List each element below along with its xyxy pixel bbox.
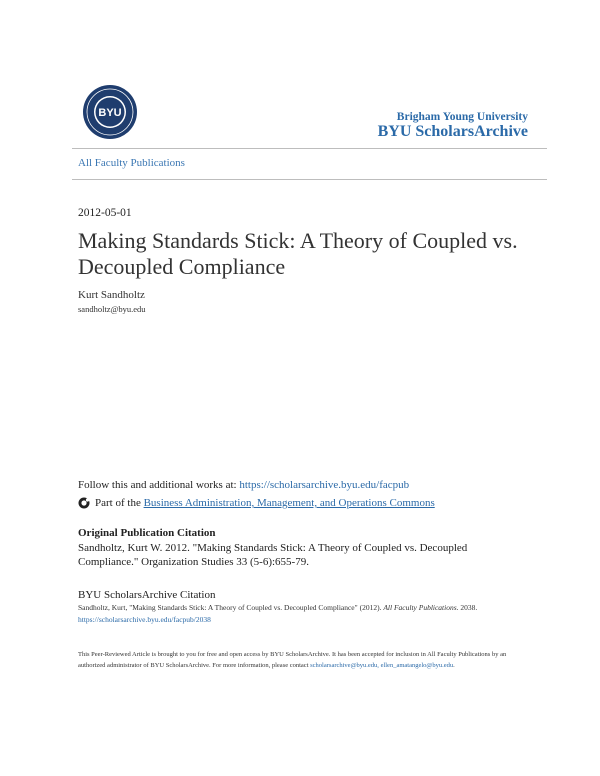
- byu-seal-logo: [82, 84, 138, 140]
- collection-link[interactable]: All Faculty Publications: [78, 157, 185, 169]
- svg-text:BYU: BYU: [98, 107, 122, 119]
- network-icon: [78, 497, 90, 509]
- article-title: Making Standards Stick: A Theory of Coupled vs. Decoupled Compliance: [78, 228, 518, 279]
- publication-date: 2012-05-01: [78, 207, 132, 219]
- part-of-line: [78, 497, 435, 509]
- follow-line: [78, 479, 409, 491]
- scholarsarchive-citation-heading: BYU ScholarsArchive Citation: [78, 589, 216, 601]
- contact-email-link-1[interactable]: scholarsarchive@byu.edu,: [310, 662, 379, 669]
- citation-number: . 2038.: [456, 603, 478, 612]
- fine-print: [78, 649, 528, 671]
- archive-name[interactable]: BYU ScholarsArchive: [377, 123, 528, 140]
- header-divider: [72, 148, 547, 149]
- citation-body: Sandholtz, Kurt, "Making Standards Stick: A Theory of Coupled vs. Decoupled Compliance" (2012).: [78, 603, 382, 612]
- commons-link[interactable]: Business Administration, Management, and Operations Commons: [143, 497, 435, 509]
- follow-url-link[interactable]: https://scholarsarchive.byu.edu/facpub: [239, 479, 410, 491]
- contact-email-link-2[interactable]: ellen_amatangelo@byu.edu: [380, 662, 454, 669]
- university-name: Brigham Young University: [396, 111, 528, 123]
- fine-print-text: This Peer-Reviewed Article is brought to you for free and open access by BYU ScholarsArchive. It has been accepted for inclusion in All Faculty Publications by an authorized administrator of BYU ScholarsArchive. For more information, please contact: [78, 651, 507, 669]
- citation-series: All Faculty Publications: [383, 603, 457, 612]
- author-name: Kurt Sandholtz: [78, 289, 145, 301]
- citation-url-link[interactable]: https://scholarsarchive.byu.edu/facpub/2038: [78, 615, 211, 624]
- follow-label: Follow this and additional works at:: [78, 479, 237, 491]
- author-email: sandholtz@byu.edu: [78, 304, 146, 314]
- scholarsarchive-citation-text: [78, 602, 528, 626]
- collection-divider: [72, 179, 547, 180]
- fine-print-end: .: [453, 662, 455, 669]
- part-of-label: Part of the: [95, 497, 141, 509]
- original-citation-heading: Original Publication Citation: [78, 527, 216, 539]
- original-citation-text: Sandholtz, Kurt W. 2012. "Making Standards Stick: A Theory of Coupled vs. Decoupled Compliance." Organization Studies 33 (5-6):655-79.: [78, 542, 468, 568]
